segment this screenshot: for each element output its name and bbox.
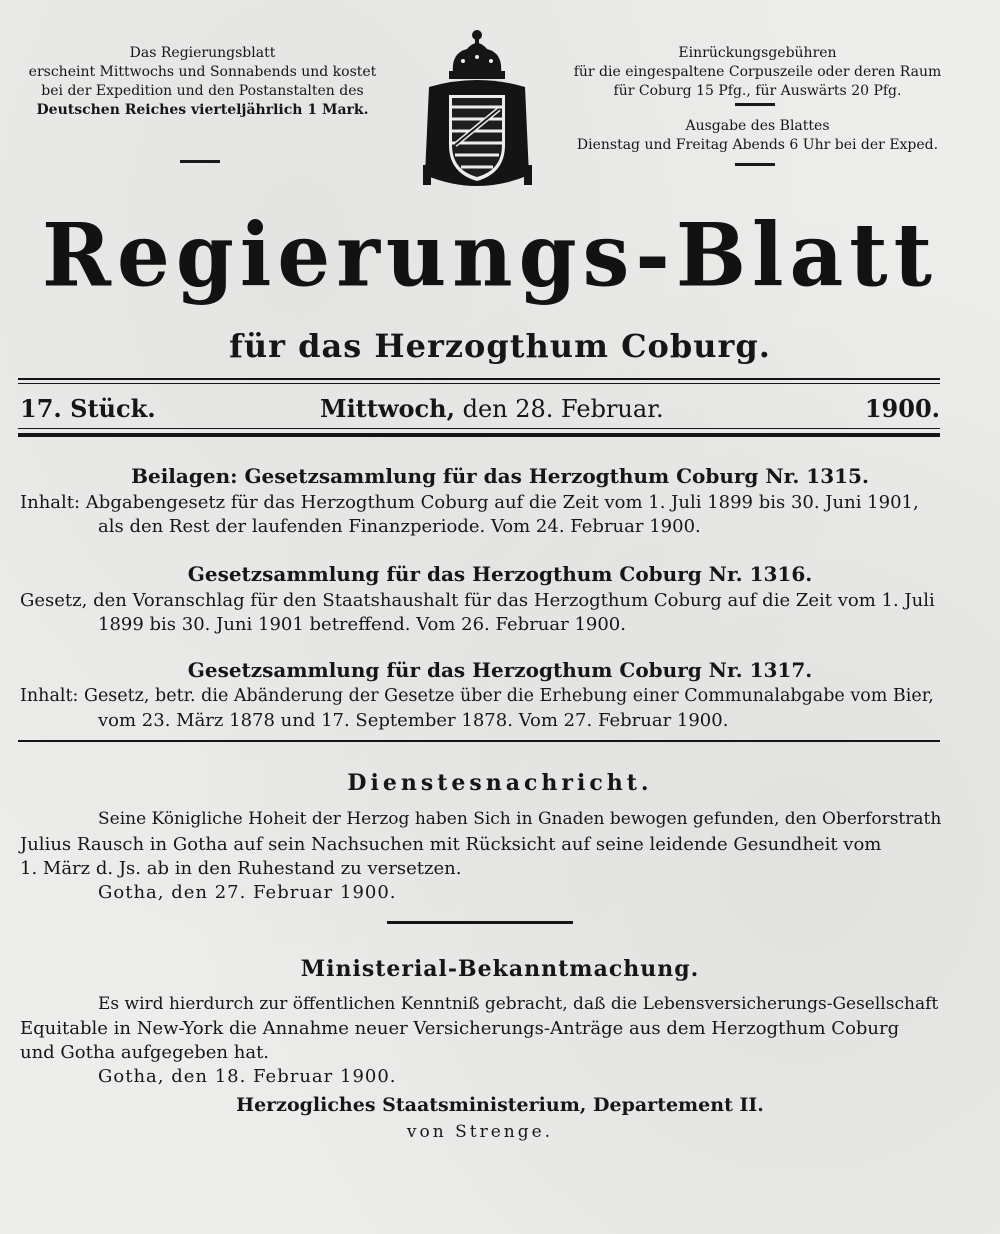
subscription-info [15,44,390,120]
supplement-1315-line-1: Inhalt: Abgabengesetz für das Herzogthum Coburg auf die Zeit vom 1. Juli 1899 bis 30. Juni 1901, [20,492,919,513]
ministerial-notice-line-3: und Gotha aufgegeben hat. [20,1042,270,1063]
issue-weekday: Mittwoch, [320,394,455,423]
service-notice-place-date: Gotha, den 27. Februar 1900. [98,882,397,903]
fees-line-2: für die eingespaltene Corpuszeile oder deren Raum [573,64,942,80]
section-rule-2 [387,921,573,924]
bottom-rule-thick [18,433,940,437]
supplement-1316-line-2: 1899 bis 30. Juni 1901 betreffend. Vom 26. Februar 1900. [98,614,626,635]
subscription-line-4: Deutschen Reiches vierteljährlich 1 Mark. [36,102,369,118]
release-heading: Ausgabe des Blattes [685,118,830,134]
signature-ministry: Herzogliches Staatsministerium, Departement II. [236,1094,764,1116]
service-notice-line-2: Julius Rausch in Gotha auf sein Nachsuchen mit Rücksicht auf seine leidende Gesundheit vom [20,834,882,855]
issue-date [320,392,664,426]
ministerial-notice-place-date: Gotha, den 18. Februar 1900. [98,1066,397,1087]
header-left-divider [180,160,220,163]
bottom-rule-thin [18,428,940,429]
top-rule-thin [18,378,940,380]
supplement-heading-1317: Gesetzsammlung für das Herzogthum Coburg Nr. 1317. [187,658,813,682]
service-notice-line-1: Seine Königliche Hoheit der Herzog haben Sich in Gnaden bewogen gefunden, den Oberforstrath [98,809,942,829]
supplement-heading-1316: Gesetzsammlung für das Herzogthum Coburg Nr. 1316. [187,562,813,586]
supplement-heading-1315: Beilagen: Gesetzsammlung für das Herzogthum Coburg Nr. 1315. [131,464,869,488]
supplement-1316-line-1: Gesetz, den Voranschlag für den Staatshaushalt für das Herzogthum Coburg auf die Zeit vom 1. Juli [20,590,935,611]
coat-of-arms-icon [415,25,540,195]
advertising-info [565,44,950,155]
issue-year: 1900. [864,394,940,423]
subscription-line-3: bei der Expedition und den Postanstalten des [41,83,364,99]
top-rule-thin-2 [18,383,940,384]
header-right-divider [735,103,775,106]
service-notice-title: Dienstesnachricht. [347,770,653,796]
supplement-1315-line-2: als den Rest der laufenden Finanzperiode. Vom 24. Februar 1900. [98,516,701,537]
release-line: Dienstag und Freitag Abends 6 Uhr bei der Exped. [576,137,939,153]
fees-heading: Einrückungsgebühren [678,45,837,61]
issue-number: 17. Stück. [20,394,156,423]
issue-date-text: den 28. Februar. [462,395,664,423]
supplement-1317-line-1: Inhalt: Gesetz, betr. die Abänderung der Gesetze über die Erhebung einer Communalabgabe vom Bier, [20,686,934,706]
supplement-1317-line-2: vom 23. März 1878 und 17. September 1878. Vom 27. Februar 1900. [98,710,729,731]
subscription-line-2: erscheint Mittwochs und Sonnabends und kostet [28,64,377,80]
masthead-title: Regierungs-Blatt [42,203,938,307]
ministerial-notice-title: Ministerial-Bekanntmachung. [300,956,700,982]
subscription-line-1: Das Regierungsblatt [129,45,276,61]
section-rule-1 [18,740,940,742]
header-right-divider-2 [735,163,775,166]
issue-row [20,392,940,426]
ministerial-notice-line-2: Equitable in New-York die Annahme neuer Versicherungs-Anträge aus dem Herzogthum Coburg [20,1018,900,1039]
masthead-subtitle: für das Herzogthum Coburg. [229,327,771,365]
fees-line-3: für Coburg 15 Pfg., für Auswärts 20 Pfg. [613,83,902,99]
signature-name: von Strenge. [406,1122,554,1142]
ministerial-notice-line-1: Es wird hierdurch zur öffentlichen Kenntniß gebracht, daß die Lebensversicherungs-Gesellschaft [98,994,939,1014]
service-notice-line-3: 1. März d. Js. ab in den Ruhestand zu versetzen. [20,858,462,879]
